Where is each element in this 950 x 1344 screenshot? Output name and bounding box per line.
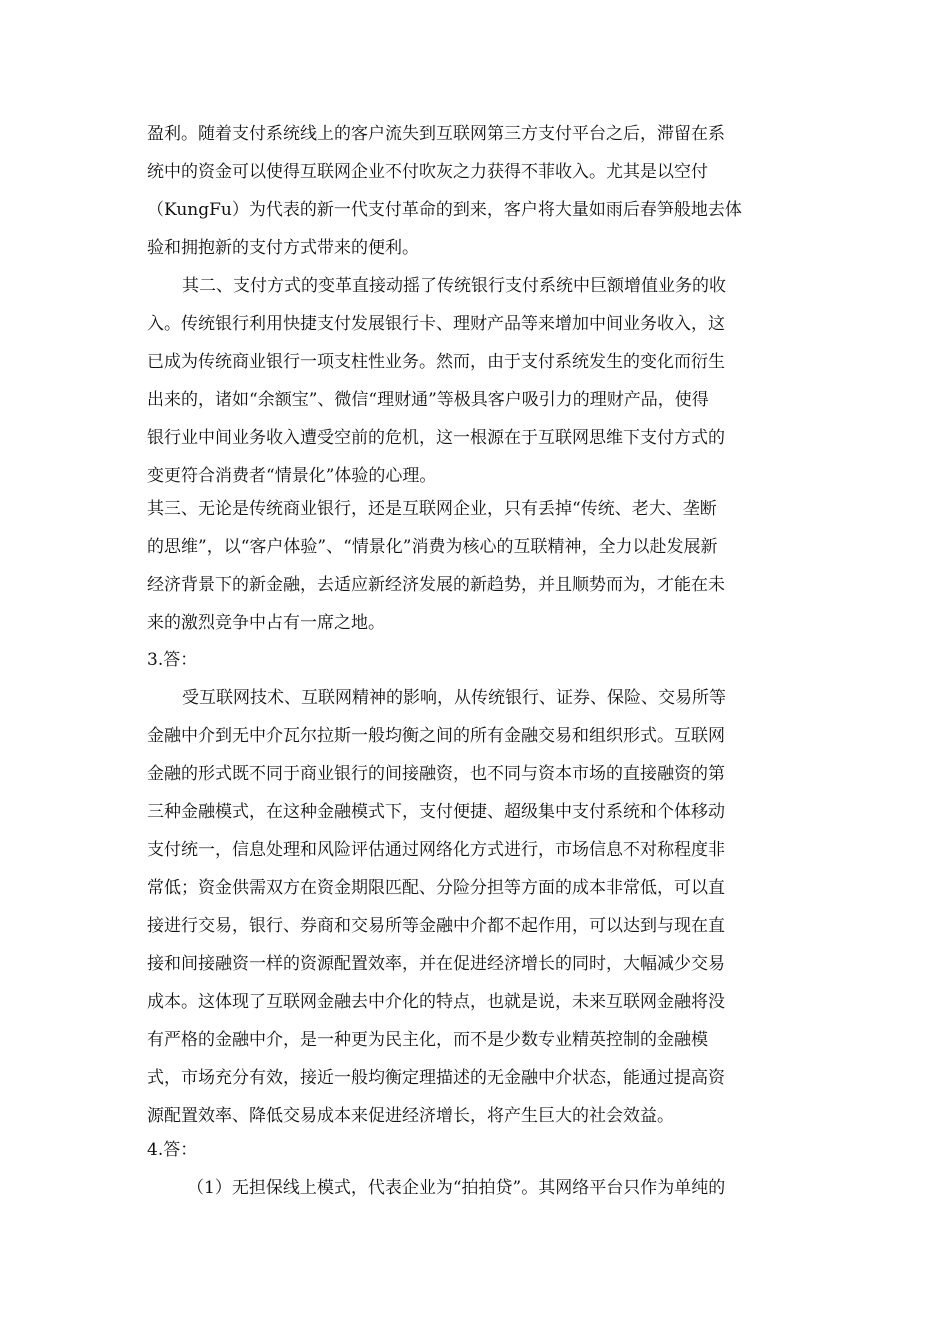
text-line: 其三、无论是传统商业银行，还是互联网企业，只有丢掉“传统、老大、垄断 (147, 499, 717, 519)
section-heading: 3.答： (147, 650, 198, 670)
text-line: （1）无担保线上模式，代表企业为“拍拍贷”。其网络平台只作为单纯的 (187, 1178, 726, 1198)
text-line: 验和拥抱新的支付方式带来的便利。 (147, 238, 419, 258)
text-line: （KungFu）为代表的新一代支付革命的到来，客户将大量如雨后春笋般地去体 (147, 200, 742, 220)
text-line: 盈利。随着支付系统线上的客户流失到互联网第三方支付平台之后，滞留在系 (147, 124, 725, 144)
text-line: 源配置效率、降低交易成本来促进经济增长，将产生巨大的社会效益。 (147, 1106, 674, 1126)
text-line: 变更符合消费者“情景化”体验的心理。 (147, 466, 437, 486)
section-heading: 4.答： (147, 1140, 198, 1160)
text-line: 银行业中间业务收入遭受空前的危机，这一根源在于互联网思维下支付方式的 (147, 428, 725, 448)
text-line: 接和间接融资一样的资源配置效率，并在促进经济增长的同时，大幅减少交易 (147, 954, 725, 974)
text-line: 接进行交易，银行、券商和交易所等金融中介都不起作用，可以达到与现在直 (147, 916, 725, 936)
text-line: 成本。这体现了互联网金融去中介化的特点，也就是说，未来互联网金融将没 (147, 992, 725, 1012)
text-line: 统中的资金可以使得互联网企业不付吹灰之力获得不菲收入。尤其是以空付 (147, 162, 708, 182)
text-line: 常低；资金供需双方在资金期限匹配、分险分担等方面的成本非常低，可以直 (147, 878, 725, 898)
text-line: 其二、支付方式的变革直接动摇了传统银行支付系统中巨额增值业务的收 (182, 276, 726, 296)
text-line: 出来的，诸如“余额宝”、微信“理财通”等极具客户吸引力的理财产品，使得 (147, 390, 709, 410)
text-line: 支付统一，信息处理和风险评估通过网络化方式进行，市场信息不对称程度非 (147, 840, 725, 860)
text-line: 受互联网技术、互联网精神的影响，从传统银行、证券、保险、交易所等 (182, 688, 726, 708)
text-line: 已成为传统商业银行一项支柱性业务。然而，由于支付系统发生的变化而衍生 (147, 352, 725, 372)
text-line: 式，市场充分有效，接近一般均衡定理描述的无金融中介状态，能通过提高资 (147, 1068, 725, 1088)
text-line: 三种金融模式，在这种金融模式下，支付便捷、超级集中支付系统和个体移动 (147, 802, 725, 822)
text-line: 来的激烈竞争中占有一席之地。 (147, 613, 385, 633)
text-line: 金融的形式既不同于商业银行的间接融资，也不同与资本市场的直接融资的第 (147, 764, 725, 784)
text-line: 经济背景下的新金融，去适应新经济发展的新趋势，并且顺势而为，才能在未 (147, 575, 725, 595)
text-line: 金融中介到无中介瓦尔拉斯一般均衡之间的所有金融交易和组织形式。互联网 (147, 726, 725, 746)
text-line: 的思维”，以“客户体验”、“情景化”消费为核心的互联精神，全力以赴发展新 (147, 537, 718, 557)
text-line: 有严格的金融中介，是一种更为民主化，而不是少数专业精英控制的金融模 (147, 1030, 708, 1050)
text-line: 入。传统银行利用快捷支付发展银行卡、理财产品等来增加中间业务收入，这 (147, 314, 725, 334)
